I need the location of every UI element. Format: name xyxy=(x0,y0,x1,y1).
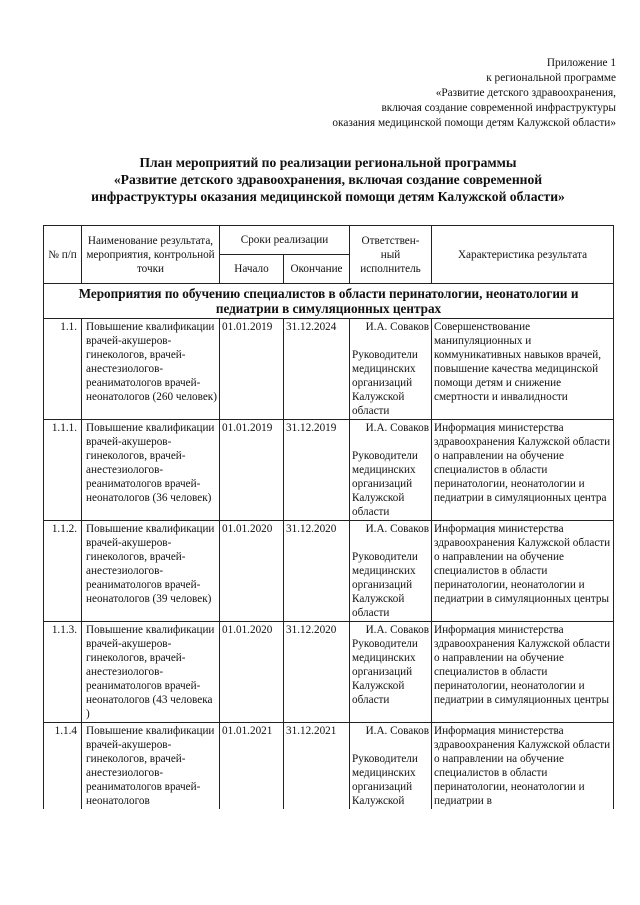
row-name: Повышение квалификации врачей-акушеров-гинекологов, врачей-анестезиологов-реаниматологов врачей-неонатологов (36 человек) xyxy=(82,420,220,521)
row-characteristic: Информация министерства здравоохранения Калужской области о направлении на обучение специалистов в области перинатологии, неонатологии и педиатрии в симуляционных центры xyxy=(432,521,614,622)
appendix-block xyxy=(332,56,616,131)
table-row xyxy=(44,420,614,521)
row-end-date: 31.12.2020 xyxy=(284,622,350,723)
row-start-date: 01.01.2020 xyxy=(220,622,284,723)
row-characteristic: Совершенствование манипуляционных и коммуникативных навыков врачей, повышение качества медицинской помощи детям и снижение смертности и инвалидности xyxy=(432,319,614,420)
header-characteristic: Характеристика результата xyxy=(432,226,614,284)
plan-table xyxy=(43,225,614,809)
row-start-date: 01.01.2019 xyxy=(220,420,284,521)
row-num: 1.1.4 xyxy=(44,723,82,810)
row-end-date: 31.12.2024 xyxy=(284,319,350,420)
section-row xyxy=(44,284,614,319)
row-num: 1.1. xyxy=(44,319,82,420)
row-start-date: 01.01.2019 xyxy=(220,319,284,420)
row-end-date: 31.12.2019 xyxy=(284,420,350,521)
header-executor: Ответствен-ный исполнитель xyxy=(350,226,432,284)
table-header-row xyxy=(44,226,614,255)
row-characteristic: Информация министерства здравоохранения Калужской области о направлении на обучение специалистов в области перинатологии, неонатологии и педиатрии в симуляционных центра xyxy=(432,420,614,521)
table-row xyxy=(44,319,614,420)
executor-name: И.А. Соваков xyxy=(365,523,430,535)
row-end-date: 31.12.2021 xyxy=(284,723,350,810)
table-row xyxy=(44,521,614,622)
table-row xyxy=(44,723,614,810)
header-start: Начало xyxy=(220,255,284,284)
row-start-date: 01.01.2021 xyxy=(220,723,284,810)
executor-name: И.А. Соваков xyxy=(365,422,430,434)
row-name: Повышение квалификации врачей-акушеров-гинекологов, врачей-анестезиологов-реаниматологов врачей-неонатологов (39 человек) xyxy=(82,521,220,622)
document-title xyxy=(40,154,616,205)
executor-organizations: Руководители медицинских организаций Калужской xyxy=(352,753,418,807)
executor-name: И.А. Соваков xyxy=(365,725,430,737)
row-characteristic: Информация министерства здравоохранения Калужской области о направлении на обучение специалистов в области перинатологии, неонатологии и педиатрии в xyxy=(432,723,614,810)
header-num: № п/п xyxy=(44,226,82,284)
row-end-date: 31.12.2020 xyxy=(284,521,350,622)
executor-organizations: Руководители медицинских организаций Калужской области xyxy=(352,450,418,518)
row-start-date: 01.01.2020 xyxy=(220,521,284,622)
row-num: 1.1.2. xyxy=(44,521,82,622)
title-line: «Развитие детского здравоохранения, включая создание современной xyxy=(113,172,543,187)
row-executor xyxy=(350,521,432,622)
appendix-line: оказания медицинской помощи детям Калужской области» xyxy=(332,117,616,129)
appendix-line: включая создание современной инфраструктуры xyxy=(381,102,616,114)
executor-organizations: Руководители медицинских организаций Калужской области xyxy=(352,349,418,417)
row-executor xyxy=(350,723,432,810)
executor-organizations: Руководители медицинских организаций Калужской области xyxy=(352,638,418,706)
table-row xyxy=(44,622,614,723)
row-executor xyxy=(350,319,432,420)
row-name: Повышение квалификации врачей-акушеров-гинекологов, врачей-анестезиологов-реаниматологов врачей-неонатологов (260 человек) xyxy=(82,319,220,420)
appendix-line: Приложение 1 xyxy=(546,57,616,69)
row-name: Повышение квалификации врачей-акушеров-гинекологов, врачей-анестезиологов-реаниматологов врачей-неонатологов xyxy=(82,723,220,810)
row-num: 1.1.3. xyxy=(44,622,82,723)
section-title: Мероприятия по обучению специалистов в области перинатологии, неонатологии и педиатрии в симуляционных центрах xyxy=(44,284,614,319)
executor-name: И.А. Соваков xyxy=(365,321,430,333)
appendix-line: к региональной программе xyxy=(486,72,616,84)
appendix-line: «Развитие детского здравоохранения, xyxy=(435,87,616,99)
executor-name: И.А. Соваков xyxy=(365,624,430,636)
title-line: План мероприятий по реализации региональной программы xyxy=(139,155,517,170)
executor-organizations: Руководители медицинских организаций Калужской области xyxy=(352,551,418,619)
header-name: Наименование результата, мероприятия, контрольной точки xyxy=(82,226,220,284)
row-characteristic: Информация министерства здравоохранения Калужской области о направлении на обучение специалистов в области перинатологии, неонатологии и педиатрии в симуляционных центры xyxy=(432,622,614,723)
row-executor xyxy=(350,420,432,521)
row-name: Повышение квалификации врачей-акушеров-гинекологов, врачей-анестезиологов-реаниматологов врачей-неонатологов (43 человека ) xyxy=(82,622,220,723)
header-end: Окончание xyxy=(284,255,350,284)
title-line: инфраструктуры оказания медицинской помощи детям Калужской области» xyxy=(91,189,565,204)
header-dates: Сроки реализации xyxy=(220,226,350,255)
row-executor xyxy=(350,622,432,723)
row-num: 1.1.1. xyxy=(44,420,82,521)
